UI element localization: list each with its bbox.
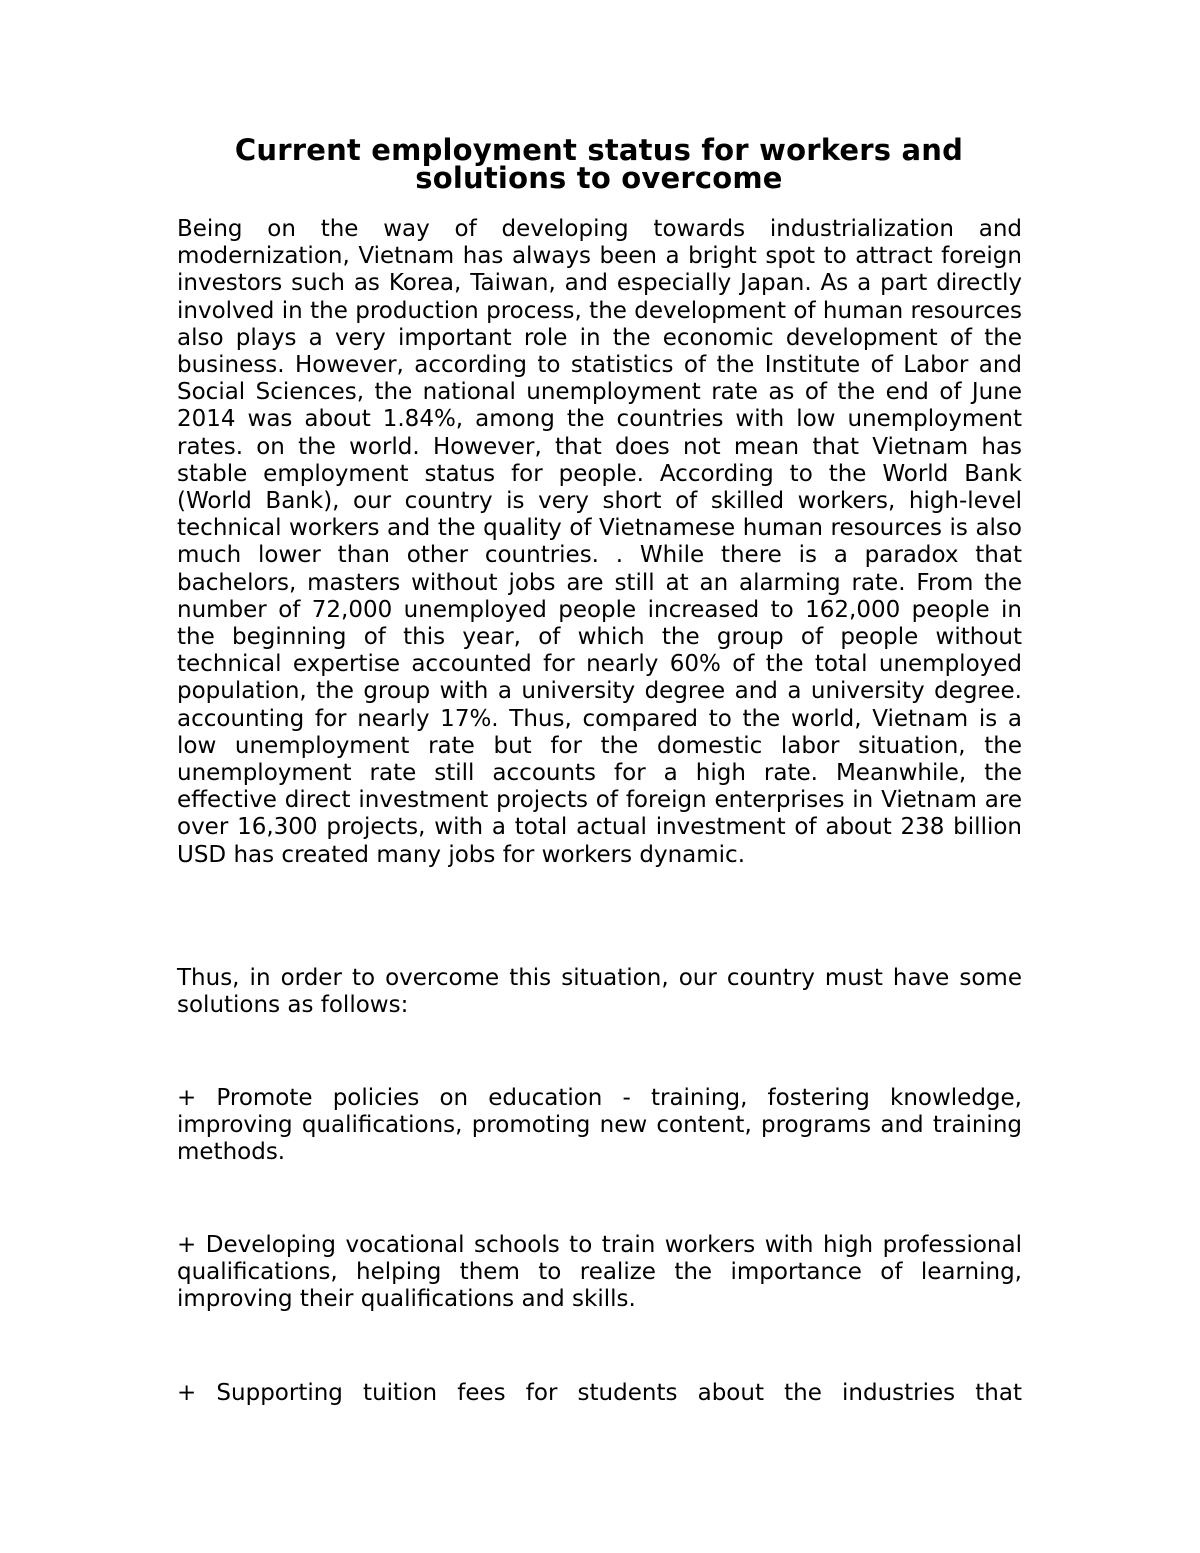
solution-item: + Supporting tuition fees for students about the industries that <box>177 1380 1022 1406</box>
transition-paragraph: Thus, in order to overcome this situation, our country must have some solutions as follows: <box>177 965 1022 1019</box>
solution-item: + Developing vocational schools to train workers with high professional qualifications, helping them to realize the importance of learning, improving their qualifications and skills. <box>177 1232 1022 1313</box>
document-title: Current employment status for workers and solutions to overcome <box>234 133 964 195</box>
solution-item: + Promote policies on education - training, fostering knowledge, improving qualifications, promoting new content, programs and training methods. <box>177 1085 1022 1166</box>
intro-paragraph: Being on the way of developing towards industrialization and modernization, Vietnam has always been a bright spot to attract foreign investors such as Korea, Taiwan, and especially Japan. As a part directly involved in the production process, the development of human resources also plays a very important role in the economic development of the business. However, according to statistics of the Institute of Labor and Social Sciences, the national unemployment rate as of the end of June 2014 was about 1.84%, among the countries with low unemployment rates. on the world. However, that does not mean that Vietnam has stable employment status for people. According to the World Bank (World Bank), our country is very short of skilled workers, high-level technical workers and the quality of Vietnamese human resources is also much lower than other countries. . While there is a paradox that bachelors, masters without jobs are still at an alarming rate. From the number of 72,000 unemployed people increased to 162,000 people in the beginning of this year, of which the group of people without technical expertise accounted for nearly 60% of the total unemployed population, the group with a university degree and a university degree. accounting for nearly 17%. Thus, compared to the world, Vietnam is a low unemployment rate but for the domestic labor situation, the unemployment rate still accounts for a high rate. Meanwhile, the effective direct investment projects of foreign enterprises in Vietnam are over 16,300 projects, with a total actual investment of about 238 billion USD has created many jobs for workers dynamic. <box>177 216 1022 868</box>
